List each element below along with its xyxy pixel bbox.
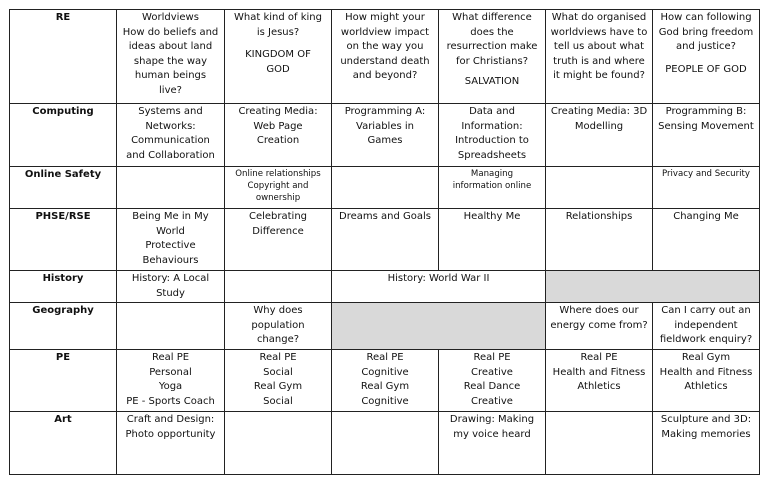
cell-geography-2: Why does population change? <box>225 303 332 350</box>
table-row-computing <box>10 104 760 167</box>
cell-computing-4: Data and Information: Introduction to Spreadsheets <box>439 104 546 167</box>
cell-phse-4: Healthy Me <box>439 209 546 271</box>
cell-history-5-6-shaded <box>546 271 760 303</box>
cell-computing-6: Programming B: Sensing Movement <box>653 104 760 167</box>
cell-online-safety-1 <box>117 167 225 209</box>
cell-phse-1: Being Me in My World Protective Behaviours <box>117 209 225 271</box>
cell-phse-6: Changing Me <box>653 209 760 271</box>
cell-art-3 <box>332 412 439 475</box>
cell-art-1: Craft and Design: Photo opportunity <box>117 412 225 475</box>
cell-re-6: How can following God bring freedom and justice? PEOPLE OF GOD <box>653 10 760 104</box>
cell-pe-1: Real PE Personal Yoga PE - Sports Coach <box>117 350 225 412</box>
cell-art-5 <box>546 412 653 475</box>
cell-computing-2: Creating Media: Web Page Creation <box>225 104 332 167</box>
cell-pe-4: Real PE Creative Real Dance Creative <box>439 350 546 412</box>
cell-re-5: What do organised worldviews have to tell us about what truth is and where it might be found? <box>546 10 653 104</box>
cell-art-4: Drawing: Making my voice heard <box>439 412 546 475</box>
cell-computing-5: Creating Media: 3D Modelling <box>546 104 653 167</box>
table-row-online-safety <box>10 167 760 209</box>
cell-geography-6: Can I carry out an independent fieldwork enquiry? <box>653 303 760 350</box>
table-row-re <box>10 10 760 104</box>
table-row-pe <box>10 350 760 412</box>
cell-re-2: What kind of king is Jesus? KINGDOM OF GOD <box>225 10 332 104</box>
cell-online-safety-5 <box>546 167 653 209</box>
cell-re-3: How might your worldview impact on the way you understand death and beyond? <box>332 10 439 104</box>
subject-art: Art <box>10 412 117 475</box>
cell-online-safety-6: Privacy and Security <box>653 167 760 209</box>
subject-re: RE <box>10 10 117 104</box>
curriculum-table <box>9 9 760 475</box>
cell-phse-2: Celebrating Difference <box>225 209 332 271</box>
cell-online-safety-3 <box>332 167 439 209</box>
table-row-art <box>10 412 760 475</box>
cell-history-3-4: History: World War II <box>332 271 546 303</box>
cell-online-safety-4: Managing information online <box>439 167 546 209</box>
cell-history-2 <box>225 271 332 303</box>
cell-phse-5: Relationships <box>546 209 653 271</box>
cell-geography-3-4-shaded <box>332 303 546 350</box>
cell-phse-3: Dreams and Goals <box>332 209 439 271</box>
cell-art-2 <box>225 412 332 475</box>
subject-online-safety: Online Safety <box>10 167 117 209</box>
subject-geography: Geography <box>10 303 117 350</box>
cell-art-6: Sculpture and 3D: Making memories <box>653 412 760 475</box>
subject-phse: PHSE/RSE <box>10 209 117 271</box>
cell-history-1: History: A Local Study <box>117 271 225 303</box>
cell-re-1: Worldviews How do beliefs and ideas about land shape the way human beings live? <box>117 10 225 104</box>
cell-geography-1 <box>117 303 225 350</box>
subject-pe: PE <box>10 350 117 412</box>
cell-computing-1: Systems and Networks: Communication and Collaboration <box>117 104 225 167</box>
subject-history: History <box>10 271 117 303</box>
cell-re-4: What difference does the resurrection make for Christians? SALVATION <box>439 10 546 104</box>
cell-computing-3: Programming A: Variables in Games <box>332 104 439 167</box>
table-row-geography <box>10 303 760 350</box>
cell-online-safety-2: Online relationships Copyright and ownership <box>225 167 332 209</box>
table-row-phse <box>10 209 760 271</box>
table-row-history <box>10 271 760 303</box>
cell-pe-3: Real PE Cognitive Real Gym Cognitive <box>332 350 439 412</box>
cell-pe-2: Real PE Social Real Gym Social <box>225 350 332 412</box>
cell-pe-5: Real PE Health and Fitness Athletics <box>546 350 653 412</box>
cell-pe-6: Real Gym Health and Fitness Athletics <box>653 350 760 412</box>
cell-geography-5: Where does our energy come from? <box>546 303 653 350</box>
subject-computing: Computing <box>10 104 117 167</box>
